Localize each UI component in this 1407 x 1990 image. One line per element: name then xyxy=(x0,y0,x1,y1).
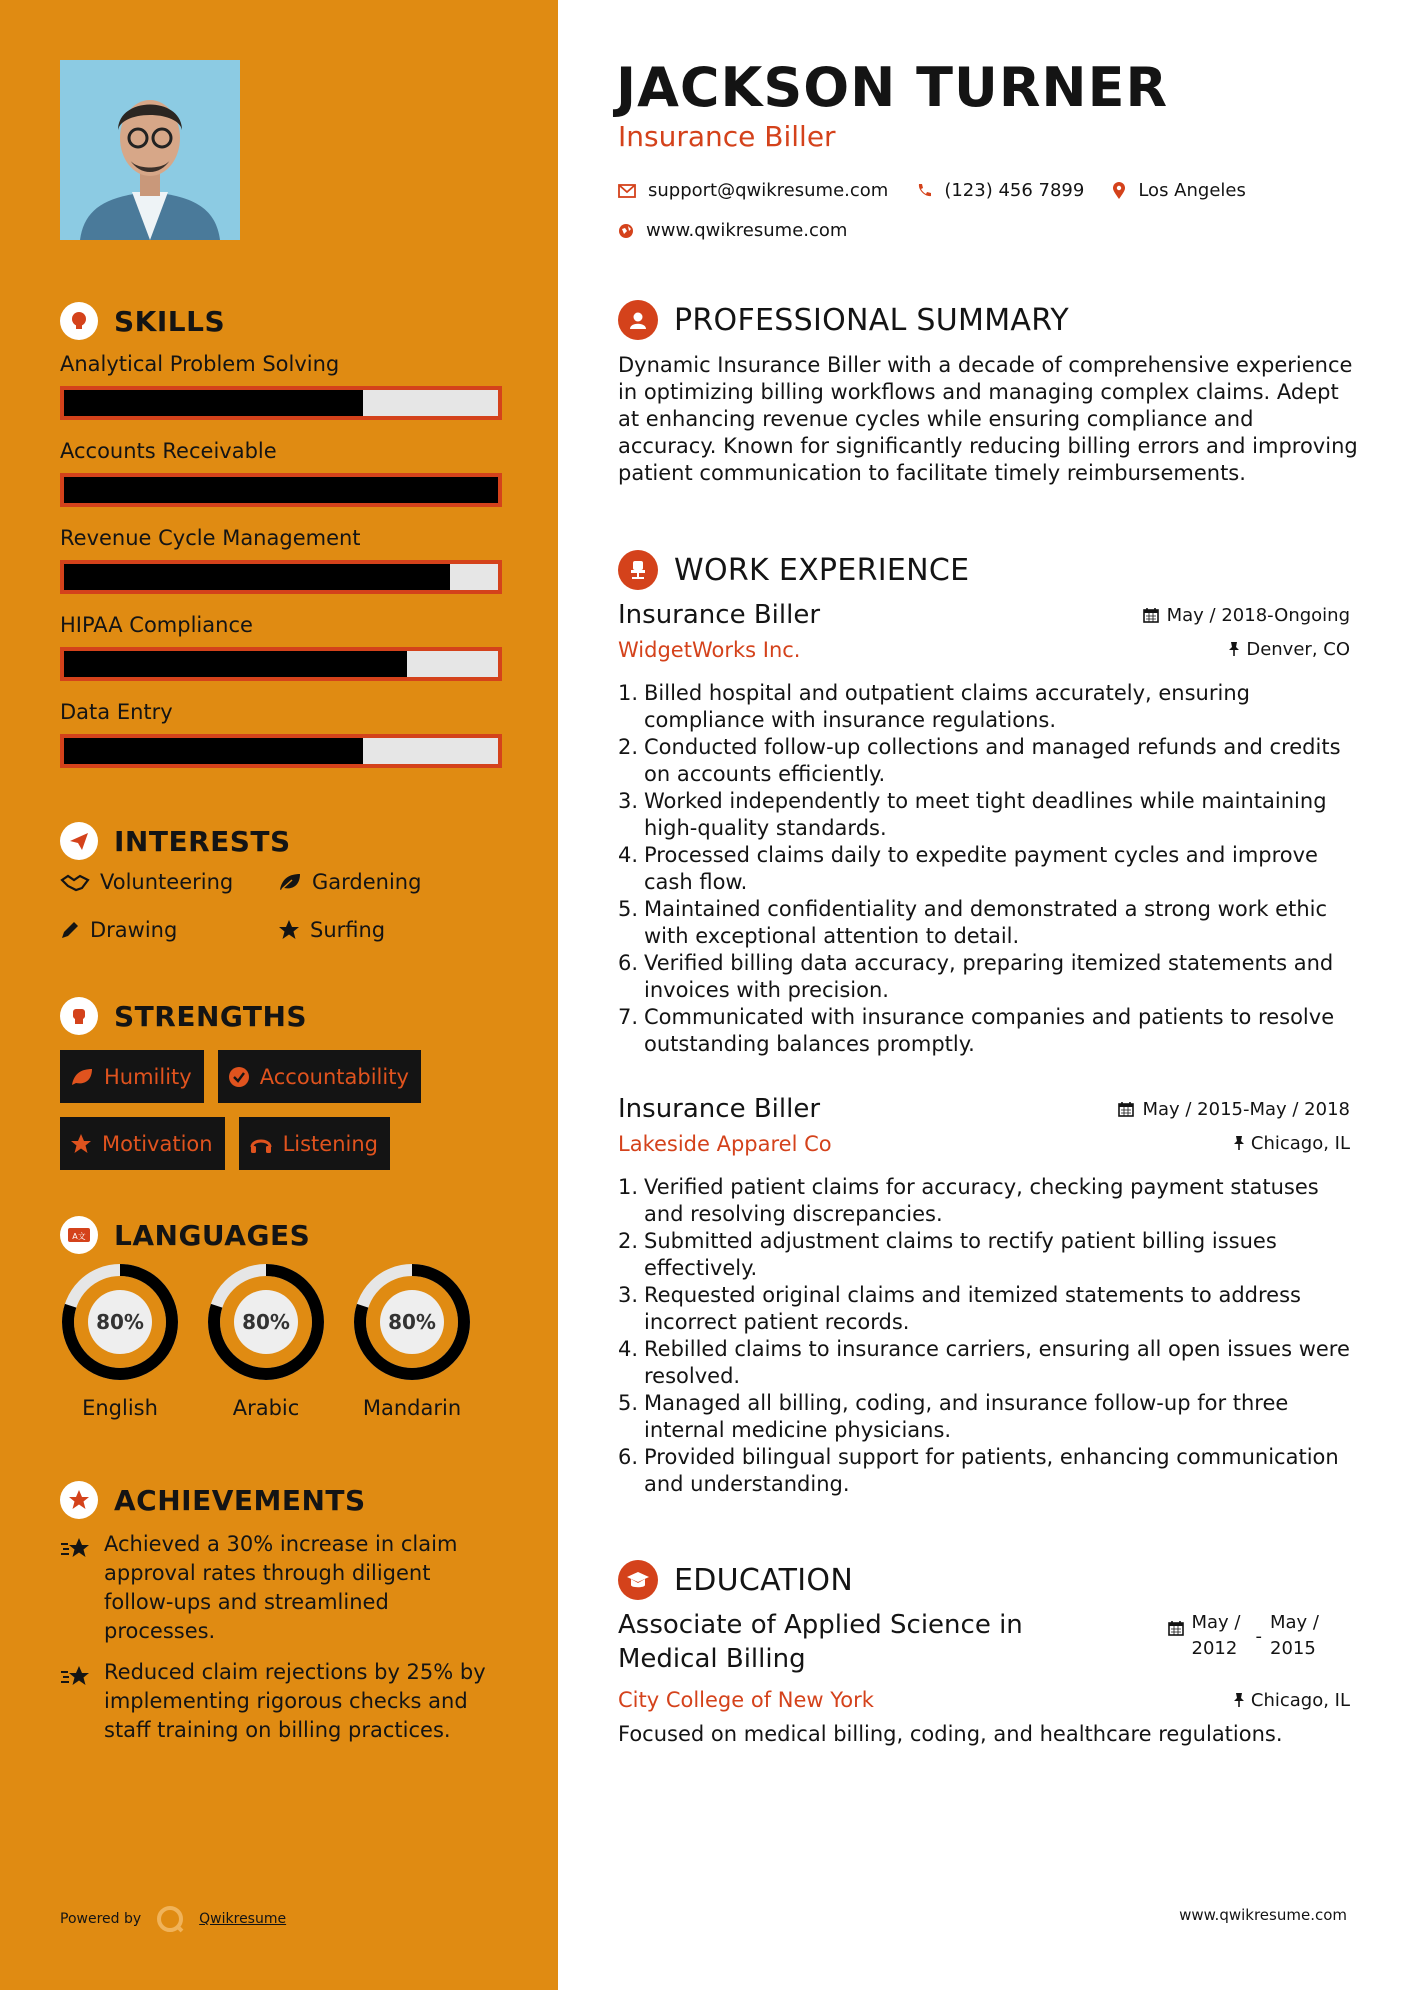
star-icon xyxy=(70,1133,92,1155)
star-icon xyxy=(278,919,300,941)
powered-by-label: Powered by xyxy=(60,1911,142,1927)
achievements-heading xyxy=(60,1481,366,1519)
language-ring xyxy=(60,1262,180,1382)
language-label: English xyxy=(82,1396,158,1420)
language-ring xyxy=(206,1262,326,1382)
fist-icon xyxy=(60,997,98,1035)
contact-row xyxy=(618,180,1264,201)
education-school: City College of New York xyxy=(618,1688,874,1712)
skill-item xyxy=(60,439,502,507)
pin-icon xyxy=(1228,641,1240,657)
summary-title: PROFESSIONAL SUMMARY xyxy=(674,302,1070,338)
list-item: 6. Verified billing data accuracy, preparing itemized statements and invoices with precision. xyxy=(618,951,1334,1002)
education-location xyxy=(1233,1688,1350,1712)
strengths-title: STRENGTHS xyxy=(114,999,308,1033)
job-entry xyxy=(618,1094,1350,1498)
contact-website xyxy=(618,220,847,241)
summary-heading xyxy=(618,300,1069,340)
handshake-icon xyxy=(60,872,90,892)
job-duties xyxy=(618,680,1350,1058)
list-item: 4. Rebilled claims to insurance carriers, ensuring all open issues were resolved. xyxy=(618,1337,1350,1388)
skill-bar xyxy=(60,560,502,594)
job-role: Insurance Biller xyxy=(618,1094,821,1124)
contact-email xyxy=(618,180,888,201)
qwikresume-logo-icon xyxy=(155,1904,185,1934)
strength-tag xyxy=(60,1050,204,1103)
skills-title: SKILLS xyxy=(114,304,226,338)
skill-item xyxy=(60,352,502,420)
achievement-text: Achieved a 30% increase in claim approval rates through diligent follow-ups and streamlined processes. xyxy=(104,1532,458,1643)
envelope-icon xyxy=(618,184,636,198)
location-text: Los Angeles xyxy=(1138,180,1246,201)
email-link[interactable]: support@qwikresume.com xyxy=(648,180,889,201)
pencil-icon xyxy=(60,920,80,940)
graduation-cap-icon xyxy=(618,1560,658,1600)
skill-item xyxy=(60,700,502,768)
job-date-text: May / 2015-May / 2018 xyxy=(1142,1098,1350,1120)
language-item xyxy=(206,1262,326,1420)
list-item: 2. Submitted adjustment claims to rectify patient billing issues effectively. xyxy=(618,1229,1277,1280)
trophy-star-icon xyxy=(60,1481,98,1519)
user-icon xyxy=(618,300,658,340)
skill-label: Data Entry xyxy=(60,700,173,724)
pin-icon xyxy=(1233,1135,1245,1151)
sidebar xyxy=(0,0,558,1990)
skill-bar-fill xyxy=(64,390,363,416)
globe-icon xyxy=(618,223,634,239)
strengths-list xyxy=(60,1050,520,1170)
strength-label: Accountability xyxy=(259,1064,409,1089)
strength-tag xyxy=(239,1117,390,1170)
list-item: 2. Conducted follow-up collections and managed refunds and credits on accounts efficiently. xyxy=(618,735,1341,786)
interests-list xyxy=(60,868,520,944)
list-item: 6. Provided bilingual support for patients, enhancing communication and understanding. xyxy=(618,1445,1339,1496)
interest-item xyxy=(60,868,278,896)
skill-label: Revenue Cycle Management xyxy=(60,526,361,550)
calendar-icon xyxy=(1143,607,1159,623)
achievement-text: Reduced claim rejections by 25% by implementing rigorous checks and staff training on billing practices. xyxy=(104,1660,486,1742)
strength-tag xyxy=(60,1117,225,1170)
strengths-heading xyxy=(60,997,307,1035)
candidate-title: Insurance Biller xyxy=(618,120,836,153)
list-item: 3. Worked independently to meet tight deadlines while maintaining high-quality standards. xyxy=(618,789,1327,840)
website-link[interactable]: www.qwikresume.com xyxy=(646,220,848,241)
language-percent: 80% xyxy=(96,1310,144,1334)
skill-bar-fill xyxy=(64,477,498,503)
skill-item xyxy=(60,526,502,594)
language-label: Arabic xyxy=(232,1396,300,1420)
translate-icon xyxy=(60,1216,98,1254)
job-location xyxy=(1228,639,1350,660)
list-item: 1. Billed hospital and outpatient claims accurately, ensuring compliance with insurance regulations. xyxy=(618,681,1250,732)
svg-text:A文: A文 xyxy=(72,1232,86,1241)
candidate-name: JACKSON TURNER xyxy=(616,56,1169,119)
phone-icon xyxy=(916,183,932,199)
interests-title: INTERESTS xyxy=(114,824,291,858)
phone-text: (123) 456 7899 xyxy=(944,180,1085,201)
job-company: WidgetWorks Inc. xyxy=(618,638,801,662)
skill-label: HIPAA Compliance xyxy=(60,613,253,637)
language-ring xyxy=(352,1262,472,1382)
summary-text: Dynamic Insurance Biller with a decade of comprehensive experience in optimizing billing workflows and managing complex claims. Adept at enhancing revenue cycles while ensuring compliance and accuracy. Known for significantly reducing billing errors and improving patient communication to facilitate timely reimbursements. xyxy=(618,353,1358,485)
lightbulb-icon xyxy=(60,302,98,340)
experience-title: WORK EXPERIENCE xyxy=(674,552,970,588)
education-title: EDUCATION xyxy=(674,1562,854,1598)
skill-label: Analytical Problem Solving xyxy=(60,352,340,376)
interests-heading xyxy=(60,822,291,860)
interest-label: Volunteering xyxy=(100,870,234,894)
skill-bar-fill xyxy=(64,738,363,764)
main-content xyxy=(558,0,1407,1990)
job-company: Lakeside Apparel Co xyxy=(618,1132,832,1156)
language-percent: 80% xyxy=(388,1310,436,1334)
education-start: May / 2012 xyxy=(1191,1612,1241,1659)
footer-website-link[interactable]: www.qwikresume.com xyxy=(1179,1906,1347,1924)
list-item: 3. Requested original claims and itemized statements to address incorrect patient records. xyxy=(618,1283,1301,1334)
language-item xyxy=(60,1262,180,1420)
interest-item xyxy=(278,868,478,896)
job-date xyxy=(1143,605,1350,626)
contact-phone xyxy=(916,180,1084,201)
language-label: Mandarin xyxy=(362,1396,462,1420)
language-percent: 80% xyxy=(242,1310,290,1334)
languages-title: LANGUAGES xyxy=(114,1218,311,1252)
pin-icon xyxy=(1233,1692,1245,1708)
achievements-list xyxy=(60,1530,500,1757)
job-location xyxy=(1233,1133,1350,1154)
leaf-icon xyxy=(278,872,302,892)
strength-label: Humility xyxy=(104,1064,192,1089)
skill-bar xyxy=(60,734,502,768)
office-chair-icon xyxy=(618,550,658,590)
headphones-icon xyxy=(249,1133,273,1155)
job-location-text: Denver, CO xyxy=(1246,638,1350,660)
job-date-text: May / 2018-Ongoing xyxy=(1166,604,1350,626)
powered-by xyxy=(60,1904,286,1934)
list-item: 4. Processed claims daily to expedite payment cycles and improve cash flow. xyxy=(618,843,1318,894)
languages-list xyxy=(60,1262,472,1420)
education-heading xyxy=(618,1560,853,1600)
education-end: May / 2015 xyxy=(1270,1612,1319,1659)
language-item xyxy=(352,1262,472,1420)
interest-label: Surfing xyxy=(310,918,386,942)
date-separator: - xyxy=(1255,1626,1262,1647)
shooting-star-icon xyxy=(60,1664,92,1688)
skill-label: Accounts Receivable xyxy=(60,439,277,463)
education-degree: Associate of Applied Science in Medical Billing xyxy=(618,1610,1023,1674)
paper-plane-icon xyxy=(60,822,98,860)
interest-item xyxy=(60,916,278,944)
map-pin-icon xyxy=(1112,182,1126,200)
leaf-icon xyxy=(70,1067,94,1087)
education-location-text: Chicago, IL xyxy=(1250,1689,1350,1711)
calendar-icon xyxy=(1118,1101,1134,1117)
skills-heading xyxy=(60,302,225,340)
skill-item xyxy=(60,613,502,681)
job-duties xyxy=(618,1174,1350,1498)
list-item: 7. Communicated with insurance companies and patients to resolve outstanding balances promptly. xyxy=(618,1005,1335,1056)
shooting-star-icon xyxy=(60,1536,92,1560)
contact-location xyxy=(1112,180,1246,201)
languages-heading xyxy=(60,1216,310,1254)
strength-label: Motivation xyxy=(102,1131,213,1156)
interest-label: Drawing xyxy=(90,918,178,942)
profile-photo xyxy=(60,60,240,240)
interest-item xyxy=(278,916,478,944)
skill-bar-fill xyxy=(64,651,407,677)
skill-bar xyxy=(60,647,502,681)
interest-label: Gardening xyxy=(312,870,422,894)
achievement-item xyxy=(60,1658,500,1745)
skill-bar xyxy=(60,386,502,420)
job-role: Insurance Biller xyxy=(618,600,821,630)
list-item: 1. Verified patient claims for accuracy, checking payment statuses and resolving discrepancies. xyxy=(618,1175,1319,1226)
check-circle-icon xyxy=(228,1066,250,1088)
education-entry xyxy=(618,1608,1350,1746)
strength-label: Listening xyxy=(282,1131,378,1156)
job-entry xyxy=(618,600,1350,1058)
achievement-item xyxy=(60,1530,500,1646)
contact-row-2 xyxy=(618,220,865,241)
skill-bar xyxy=(60,473,502,507)
list-item: 5. Managed all billing, coding, and insurance follow-up for three internal medicine physicians. xyxy=(618,1391,1289,1442)
list-item: 5. Maintained confidentiality and demonstrated a strong work ethic with exceptional attention to detail. xyxy=(618,897,1328,948)
experience-heading xyxy=(618,550,969,590)
skill-bar-fill xyxy=(64,564,450,590)
strength-tag xyxy=(218,1050,421,1103)
calendar-icon xyxy=(1168,1620,1184,1636)
job-date xyxy=(1118,1099,1350,1120)
education-date xyxy=(1168,1610,1327,1662)
qwikresume-link[interactable]: Qwikresume xyxy=(199,1911,287,1927)
achievements-title: ACHIEVEMENTS xyxy=(114,1483,366,1517)
job-location-text: Chicago, IL xyxy=(1250,1132,1350,1154)
education-description: Focused on medical billing, coding, and healthcare regulations. xyxy=(618,1722,1283,1746)
